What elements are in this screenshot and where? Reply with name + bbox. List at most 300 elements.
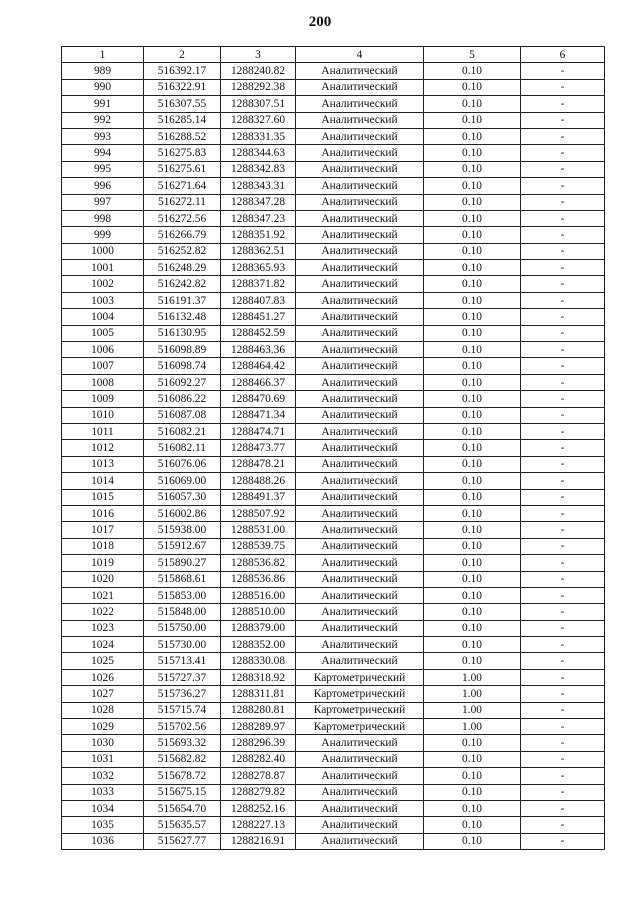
table-row: [62, 522, 605, 538]
table-row: [62, 194, 605, 210]
cell-point-number: 1008: [62, 374, 144, 390]
cell-method: Аналитический: [296, 735, 424, 751]
cell-accuracy: 0.10: [424, 260, 521, 276]
cell-accuracy: 0.10: [424, 800, 521, 816]
cell-point-number: 1018: [62, 538, 144, 554]
table-row: [62, 128, 605, 144]
table-row: [62, 587, 605, 603]
cell-note: -: [521, 128, 605, 144]
cell-method: Аналитический: [296, 260, 424, 276]
cell-accuracy: 0.10: [424, 555, 521, 571]
cell-method: Аналитический: [296, 555, 424, 571]
cell-accuracy: 0.10: [424, 325, 521, 341]
table-row: [62, 243, 605, 259]
cell-method: Аналитический: [296, 538, 424, 554]
table-row: [62, 768, 605, 784]
cell-point-number: 1022: [62, 604, 144, 620]
table-row: [62, 571, 605, 587]
table-row: [62, 260, 605, 276]
table-row: [62, 440, 605, 456]
cell-accuracy: 0.10: [424, 407, 521, 423]
cell-accuracy: 0.10: [424, 128, 521, 144]
cell-method: Аналитический: [296, 161, 424, 177]
cell-point-number: 1017: [62, 522, 144, 538]
cell-coord-y: 1288240.82: [221, 63, 296, 79]
cell-coord-y: 1288279.82: [221, 784, 296, 800]
cell-coord-y: 1288252.16: [221, 800, 296, 816]
cell-coord-y: 1288510.00: [221, 604, 296, 620]
cell-point-number: 1021: [62, 587, 144, 603]
cell-coord-y: 1288407.83: [221, 292, 296, 308]
cell-coord-x: 516098.74: [144, 358, 221, 374]
cell-accuracy: 0.10: [424, 473, 521, 489]
table-body: [62, 63, 605, 850]
cell-coord-y: 1288347.28: [221, 194, 296, 210]
cell-accuracy: 0.10: [424, 374, 521, 390]
cell-note: -: [521, 538, 605, 554]
cell-coord-y: 1288227.13: [221, 817, 296, 833]
cell-coord-x: 515912.67: [144, 538, 221, 554]
cell-coord-y: 1288471.34: [221, 407, 296, 423]
cell-point-number: 1033: [62, 784, 144, 800]
cell-accuracy: 0.10: [424, 161, 521, 177]
cell-accuracy: 1.00: [424, 702, 521, 718]
cell-coord-x: 516082.11: [144, 440, 221, 456]
table-row: [62, 784, 605, 800]
cell-coord-x: 515654.70: [144, 800, 221, 816]
cell-note: -: [521, 243, 605, 259]
cell-coord-y: 1288470.69: [221, 391, 296, 407]
cell-point-number: 995: [62, 161, 144, 177]
cell-point-number: 1006: [62, 342, 144, 358]
cell-note: -: [521, 686, 605, 702]
cell-coord-x: 516272.11: [144, 194, 221, 210]
cell-note: -: [521, 112, 605, 128]
table-row: [62, 342, 605, 358]
cell-note: -: [521, 505, 605, 521]
cell-coord-x: 516252.82: [144, 243, 221, 259]
cell-point-number: 1032: [62, 768, 144, 784]
cell-point-number: 1029: [62, 719, 144, 735]
cell-coord-x: 515627.77: [144, 833, 221, 849]
cell-coord-y: 1288216.91: [221, 833, 296, 849]
cell-coord-x: 516130.95: [144, 325, 221, 341]
cell-method: Аналитический: [296, 817, 424, 833]
cell-note: -: [521, 79, 605, 95]
cell-point-number: 1013: [62, 456, 144, 472]
cell-note: -: [521, 637, 605, 653]
cell-note: -: [521, 620, 605, 636]
cell-point-number: 1019: [62, 555, 144, 571]
cell-accuracy: 0.10: [424, 178, 521, 194]
column-header-3: 3: [221, 47, 296, 63]
cell-point-number: 992: [62, 112, 144, 128]
cell-coord-x: 516087.08: [144, 407, 221, 423]
cell-note: -: [521, 817, 605, 833]
cell-accuracy: 0.10: [424, 63, 521, 79]
cell-method: Аналитический: [296, 768, 424, 784]
cell-accuracy: 0.10: [424, 194, 521, 210]
table-row: [62, 669, 605, 685]
cell-note: -: [521, 555, 605, 571]
cell-coord-x: 516086.22: [144, 391, 221, 407]
cell-coord-x: 515727.37: [144, 669, 221, 685]
cell-coord-y: 1288539.75: [221, 538, 296, 554]
cell-coord-y: 1288327.60: [221, 112, 296, 128]
table-row: [62, 555, 605, 571]
cell-coord-x: 516242.82: [144, 276, 221, 292]
table-row: [62, 735, 605, 751]
table-row: [62, 292, 605, 308]
table-row: [62, 489, 605, 505]
table-row: [62, 620, 605, 636]
cell-note: -: [521, 669, 605, 685]
cell-accuracy: 0.10: [424, 571, 521, 587]
cell-accuracy: 0.10: [424, 227, 521, 243]
cell-accuracy: 1.00: [424, 719, 521, 735]
cell-note: -: [521, 407, 605, 423]
cell-method: Аналитический: [296, 243, 424, 259]
cell-note: -: [521, 63, 605, 79]
cell-point-number: 1012: [62, 440, 144, 456]
cell-point-number: 999: [62, 227, 144, 243]
cell-accuracy: 1.00: [424, 669, 521, 685]
cell-point-number: 1003: [62, 292, 144, 308]
cell-point-number: 1009: [62, 391, 144, 407]
cell-method: Аналитический: [296, 423, 424, 439]
table-row: [62, 833, 605, 849]
table-row: [62, 604, 605, 620]
cell-point-number: 996: [62, 178, 144, 194]
table-row: [62, 751, 605, 767]
cell-point-number: 993: [62, 128, 144, 144]
cell-point-number: 1027: [62, 686, 144, 702]
cell-coord-y: 1288379.00: [221, 620, 296, 636]
cell-method: Аналитический: [296, 637, 424, 653]
cell-note: -: [521, 440, 605, 456]
cell-coord-y: 1288318.92: [221, 669, 296, 685]
cell-note: -: [521, 719, 605, 735]
cell-coord-x: 515848.00: [144, 604, 221, 620]
cell-point-number: 1026: [62, 669, 144, 685]
cell-coord-y: 1288289.97: [221, 719, 296, 735]
cell-accuracy: 0.10: [424, 391, 521, 407]
cell-point-number: 991: [62, 96, 144, 112]
cell-accuracy: 0.10: [424, 784, 521, 800]
cell-accuracy: 0.10: [424, 522, 521, 538]
cell-point-number: 1035: [62, 817, 144, 833]
cell-method: Аналитический: [296, 194, 424, 210]
cell-coord-y: 1288464.42: [221, 358, 296, 374]
cell-method: Аналитический: [296, 800, 424, 816]
table-row: [62, 112, 605, 128]
cell-method: Аналитический: [296, 833, 424, 849]
cell-coord-y: 1288478.21: [221, 456, 296, 472]
cell-note: -: [521, 194, 605, 210]
cell-note: -: [521, 456, 605, 472]
table-header-row: [62, 47, 605, 63]
cell-point-number: 997: [62, 194, 144, 210]
cell-note: -: [521, 800, 605, 816]
cell-note: -: [521, 751, 605, 767]
cell-coord-x: 516392.17: [144, 63, 221, 79]
table-row: [62, 63, 605, 79]
table-row: [62, 325, 605, 341]
column-header-6: 6: [521, 47, 605, 63]
cell-note: -: [521, 145, 605, 161]
cell-coord-x: 516002.86: [144, 505, 221, 521]
cell-accuracy: 0.10: [424, 768, 521, 784]
cell-accuracy: 0.10: [424, 735, 521, 751]
cell-accuracy: 0.10: [424, 112, 521, 128]
table-row: [62, 456, 605, 472]
cell-note: -: [521, 423, 605, 439]
cell-method: Аналитический: [296, 473, 424, 489]
cell-method: Аналитический: [296, 489, 424, 505]
table-row: [62, 473, 605, 489]
cell-accuracy: 0.10: [424, 587, 521, 603]
cell-coord-y: 1288362.51: [221, 243, 296, 259]
cell-coord-y: 1288311.81: [221, 686, 296, 702]
table-row: [62, 227, 605, 243]
cell-accuracy: 0.10: [424, 243, 521, 259]
cell-accuracy: 0.10: [424, 489, 521, 505]
cell-coord-y: 1288536.82: [221, 555, 296, 571]
cell-method: Аналитический: [296, 620, 424, 636]
cell-coord-x: 516271.64: [144, 178, 221, 194]
cell-coord-y: 1288466.37: [221, 374, 296, 390]
cell-note: -: [521, 96, 605, 112]
cell-accuracy: 0.10: [424, 538, 521, 554]
table-row: [62, 309, 605, 325]
cell-point-number: 989: [62, 63, 144, 79]
cell-method: Аналитический: [296, 784, 424, 800]
cell-method: Аналитический: [296, 145, 424, 161]
cell-point-number: 1030: [62, 735, 144, 751]
cell-coord-x: 515682.82: [144, 751, 221, 767]
cell-accuracy: 0.10: [424, 145, 521, 161]
cell-coord-x: 516057.30: [144, 489, 221, 505]
cell-coord-y: 1288351.92: [221, 227, 296, 243]
cell-point-number: 1005: [62, 325, 144, 341]
cell-accuracy: 0.10: [424, 751, 521, 767]
cell-coord-y: 1288491.37: [221, 489, 296, 505]
cell-accuracy: 0.10: [424, 276, 521, 292]
table-row: [62, 637, 605, 653]
table-row: [62, 702, 605, 718]
cell-method: Аналитический: [296, 407, 424, 423]
cell-accuracy: 0.10: [424, 358, 521, 374]
cell-coord-x: 515713.41: [144, 653, 221, 669]
cell-coord-x: 516069.00: [144, 473, 221, 489]
cell-note: -: [521, 473, 605, 489]
cell-note: -: [521, 391, 605, 407]
cell-coord-y: 1288344.63: [221, 145, 296, 161]
cell-point-number: 1011: [62, 423, 144, 439]
table-row: [62, 374, 605, 390]
table-row: [62, 817, 605, 833]
cell-coord-y: 1288280.81: [221, 702, 296, 718]
cell-method: Аналитический: [296, 587, 424, 603]
column-header-1: 1: [62, 47, 144, 63]
cell-coord-y: 1288516.00: [221, 587, 296, 603]
cell-method: Аналитический: [296, 522, 424, 538]
cell-coord-y: 1288296.39: [221, 735, 296, 751]
cell-coord-x: 516248.29: [144, 260, 221, 276]
table-row: [62, 178, 605, 194]
cell-method: Картометрический: [296, 702, 424, 718]
cell-method: Аналитический: [296, 227, 424, 243]
cell-coord-x: 515750.00: [144, 620, 221, 636]
cell-method: Картометрический: [296, 686, 424, 702]
cell-coord-x: 516098.89: [144, 342, 221, 358]
cell-coord-y: 1288343.31: [221, 178, 296, 194]
cell-note: -: [521, 735, 605, 751]
cell-coord-y: 1288451.27: [221, 309, 296, 325]
cell-method: Аналитический: [296, 391, 424, 407]
cell-coord-y: 1288347.23: [221, 210, 296, 226]
cell-coord-x: 515736.27: [144, 686, 221, 702]
cell-accuracy: 0.10: [424, 456, 521, 472]
cell-coord-x: 516092.27: [144, 374, 221, 390]
cell-note: -: [521, 161, 605, 177]
cell-point-number: 998: [62, 210, 144, 226]
cell-method: Аналитический: [296, 128, 424, 144]
cell-coord-x: 516275.61: [144, 161, 221, 177]
cell-accuracy: 0.10: [424, 292, 521, 308]
cell-note: -: [521, 489, 605, 505]
cell-method: Картометрический: [296, 669, 424, 685]
cell-note: -: [521, 653, 605, 669]
cell-point-number: 990: [62, 79, 144, 95]
cell-coord-x: 515890.27: [144, 555, 221, 571]
cell-method: Аналитический: [296, 358, 424, 374]
cell-accuracy: 0.10: [424, 96, 521, 112]
cell-coord-x: 516275.83: [144, 145, 221, 161]
table-row: [62, 407, 605, 423]
cell-note: -: [521, 768, 605, 784]
cell-point-number: 1024: [62, 637, 144, 653]
table-row: [62, 276, 605, 292]
cell-note: -: [521, 604, 605, 620]
cell-coord-x: 516082.21: [144, 423, 221, 439]
cell-accuracy: 0.10: [424, 817, 521, 833]
cell-coord-x: 515635.57: [144, 817, 221, 833]
cell-coord-y: 1288307.51: [221, 96, 296, 112]
cell-coord-y: 1288463.36: [221, 342, 296, 358]
cell-accuracy: 1.00: [424, 686, 521, 702]
cell-method: Аналитический: [296, 571, 424, 587]
cell-note: -: [521, 358, 605, 374]
column-header-5: 5: [424, 47, 521, 63]
cell-coord-x: 516076.06: [144, 456, 221, 472]
cell-coord-x: 516285.14: [144, 112, 221, 128]
cell-method: Аналитический: [296, 63, 424, 79]
cell-note: -: [521, 325, 605, 341]
cell-method: Аналитический: [296, 79, 424, 95]
cell-point-number: 1007: [62, 358, 144, 374]
cell-method: Аналитический: [296, 178, 424, 194]
cell-method: Аналитический: [296, 96, 424, 112]
cell-method: Аналитический: [296, 751, 424, 767]
table-row: [62, 161, 605, 177]
cell-coord-x: 515715.74: [144, 702, 221, 718]
cell-point-number: 1020: [62, 571, 144, 587]
cell-accuracy: 0.10: [424, 79, 521, 95]
cell-point-number: 1016: [62, 505, 144, 521]
cell-point-number: 1023: [62, 620, 144, 636]
cell-note: -: [521, 276, 605, 292]
cell-coord-y: 1288282.40: [221, 751, 296, 767]
table-row: [62, 423, 605, 439]
table-row: [62, 505, 605, 521]
cell-accuracy: 0.10: [424, 440, 521, 456]
cell-accuracy: 0.10: [424, 604, 521, 620]
cell-coord-x: 516322.91: [144, 79, 221, 95]
cell-coord-x: 515693.32: [144, 735, 221, 751]
cell-coord-x: 515730.00: [144, 637, 221, 653]
cell-point-number: 1014: [62, 473, 144, 489]
table-row: [62, 653, 605, 669]
cell-coord-y: 1288331.35: [221, 128, 296, 144]
cell-coord-y: 1288278.87: [221, 768, 296, 784]
cell-method: Аналитический: [296, 440, 424, 456]
cell-method: Аналитический: [296, 276, 424, 292]
cell-accuracy: 0.10: [424, 620, 521, 636]
column-header-4: 4: [296, 47, 424, 63]
cell-note: -: [521, 210, 605, 226]
table-row: [62, 686, 605, 702]
cell-note: -: [521, 784, 605, 800]
cell-point-number: 1015: [62, 489, 144, 505]
cell-coord-x: 516272.56: [144, 210, 221, 226]
cell-accuracy: 0.10: [424, 505, 521, 521]
cell-point-number: 1028: [62, 702, 144, 718]
cell-coord-y: 1288365.93: [221, 260, 296, 276]
table-row: [62, 210, 605, 226]
coordinates-table: [61, 46, 605, 850]
cell-note: -: [521, 522, 605, 538]
table-row: [62, 145, 605, 161]
cell-coord-x: 515702.56: [144, 719, 221, 735]
cell-accuracy: 0.10: [424, 309, 521, 325]
cell-point-number: 1036: [62, 833, 144, 849]
cell-point-number: 1000: [62, 243, 144, 259]
cell-point-number: 1025: [62, 653, 144, 669]
cell-coord-x: 516132.48: [144, 309, 221, 325]
cell-accuracy: 0.10: [424, 423, 521, 439]
cell-note: -: [521, 178, 605, 194]
cell-method: Аналитический: [296, 342, 424, 358]
cell-accuracy: 0.10: [424, 210, 521, 226]
table-row: [62, 79, 605, 95]
cell-coord-x: 516266.79: [144, 227, 221, 243]
cell-note: -: [521, 260, 605, 276]
cell-point-number: 1001: [62, 260, 144, 276]
cell-coord-y: 1288507.92: [221, 505, 296, 521]
cell-point-number: 1031: [62, 751, 144, 767]
cell-accuracy: 0.10: [424, 342, 521, 358]
page-number: 200: [308, 14, 332, 30]
table-row: [62, 358, 605, 374]
cell-coord-y: 1288488.26: [221, 473, 296, 489]
cell-note: -: [521, 571, 605, 587]
cell-point-number: 994: [62, 145, 144, 161]
table-row: [62, 391, 605, 407]
cell-note: -: [521, 309, 605, 325]
table-row: [62, 538, 605, 554]
cell-accuracy: 0.10: [424, 653, 521, 669]
